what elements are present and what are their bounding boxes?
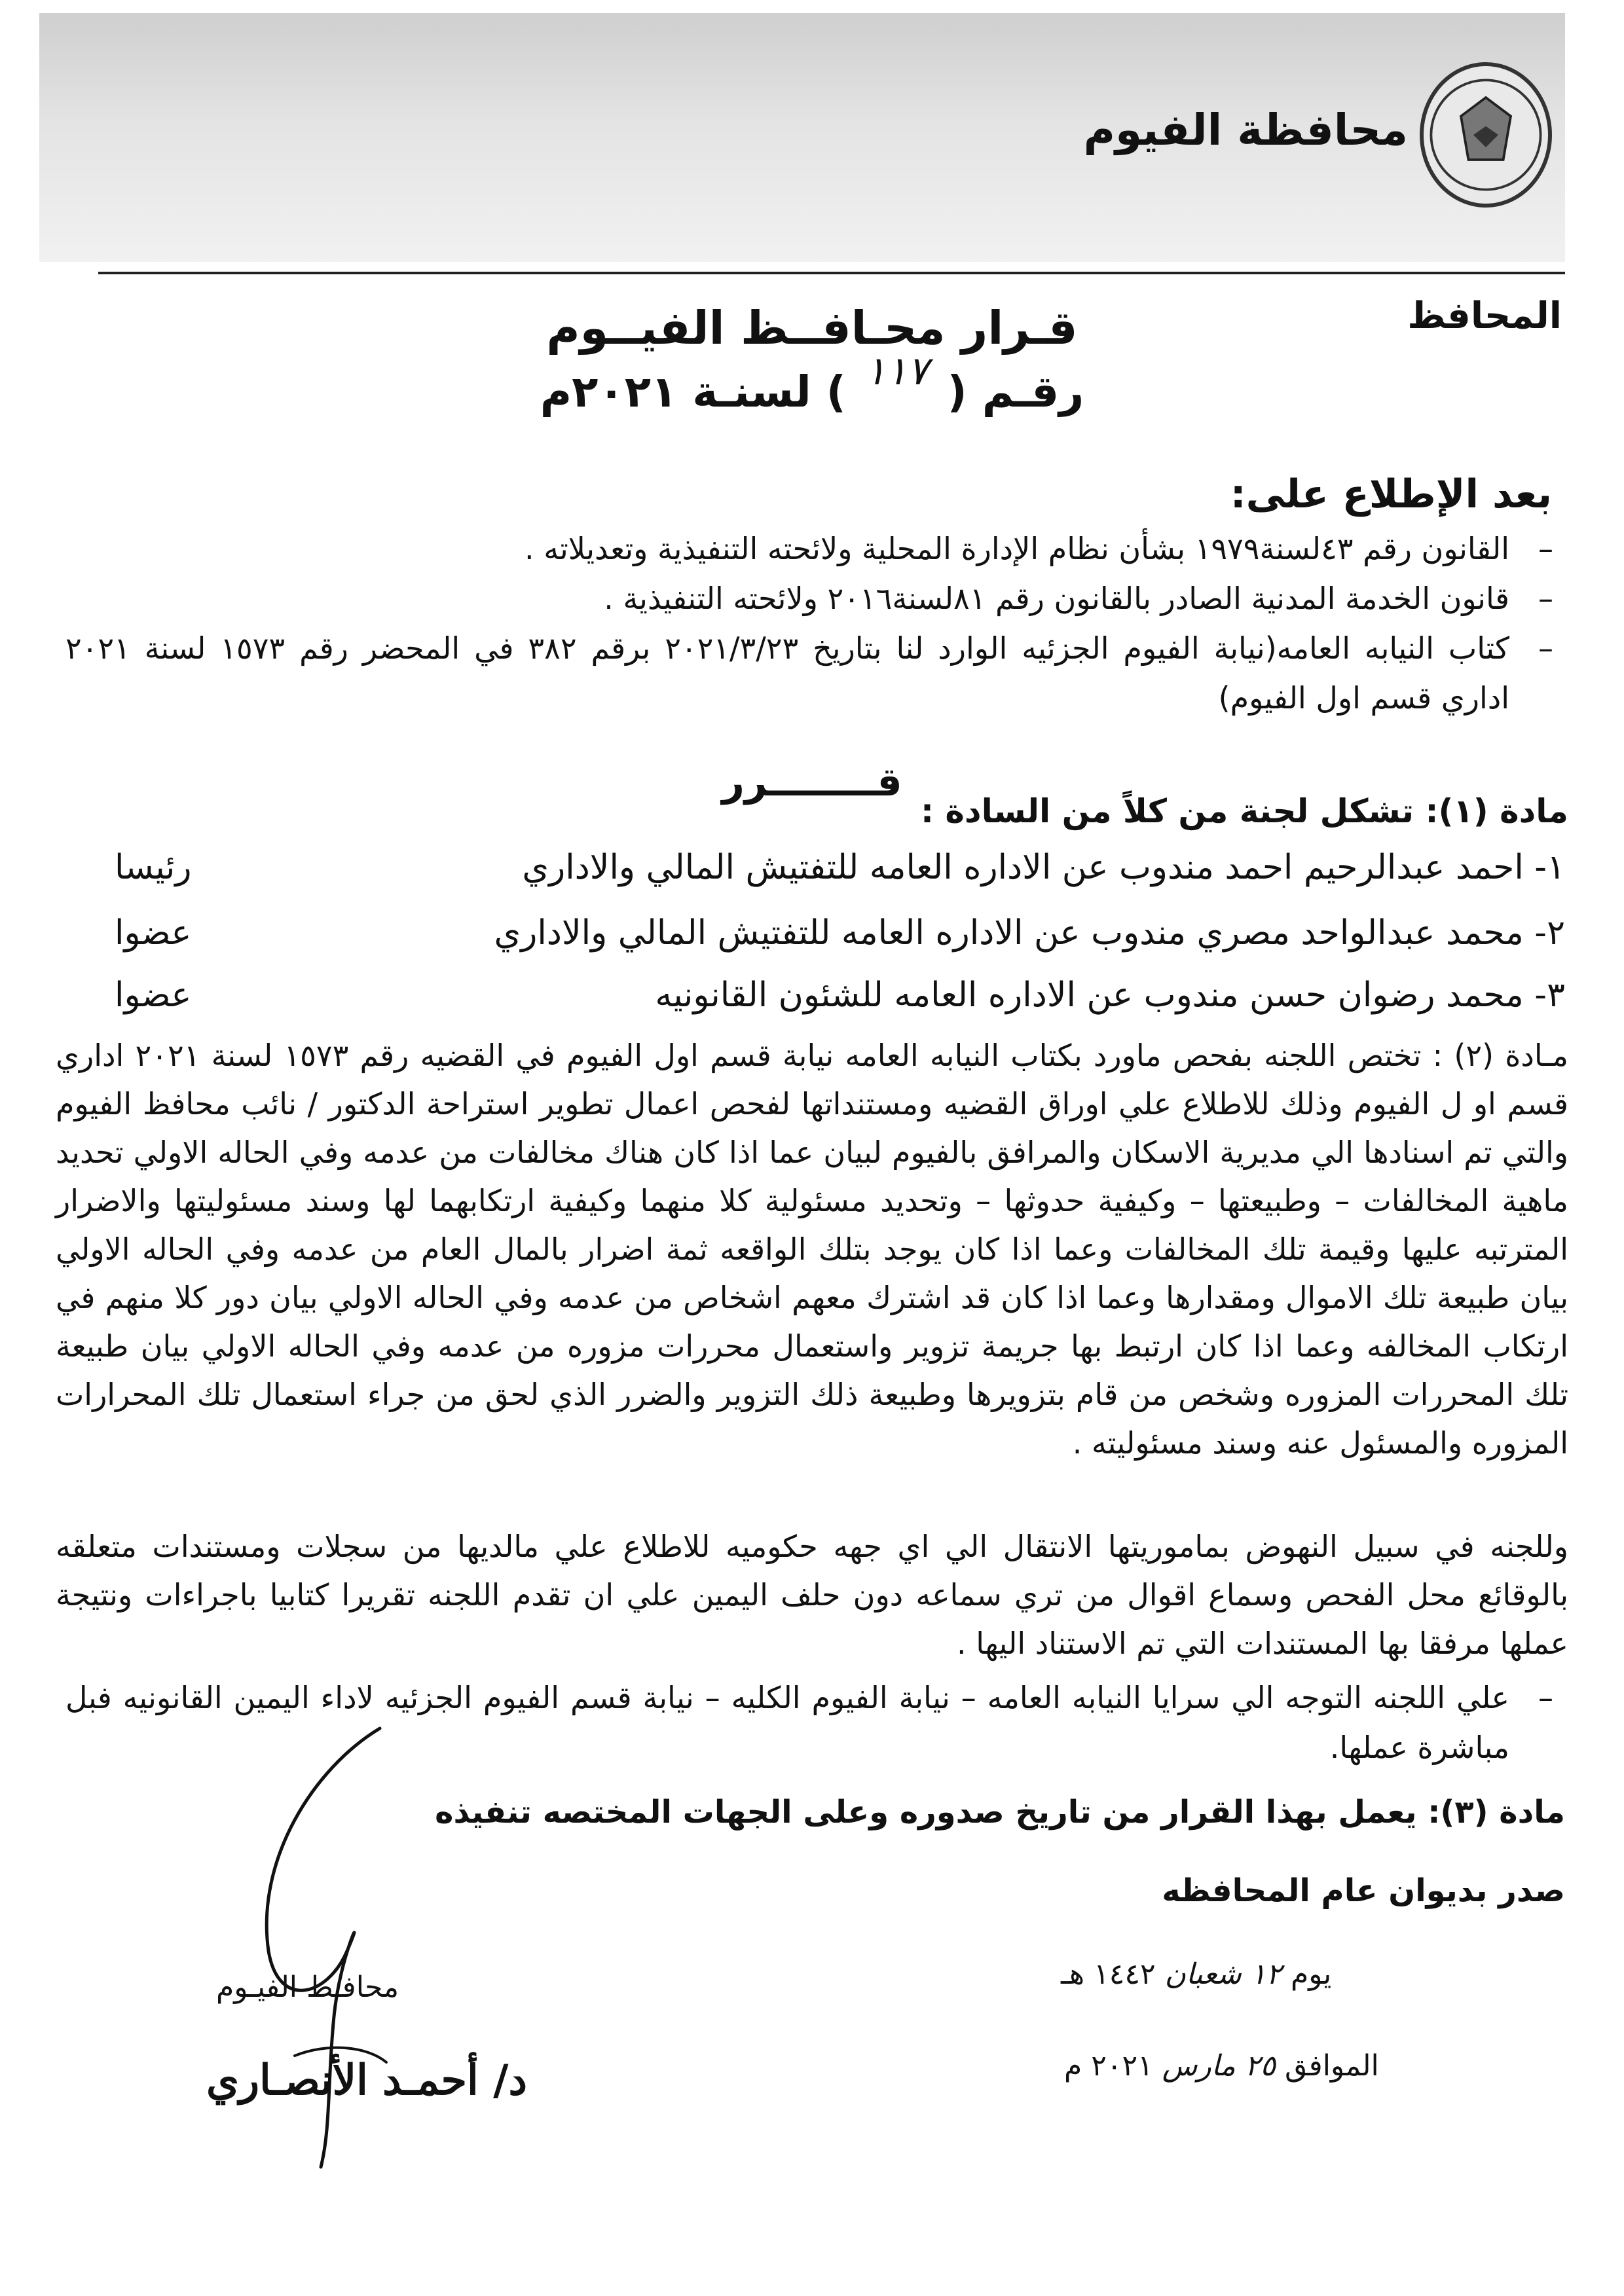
member-role: رئيسا — [115, 848, 192, 887]
decree-number: ١١٧ — [864, 348, 929, 394]
article-1-heading: مادة (١): تشكل لجنة من كلاً من السادة : — [921, 792, 1568, 830]
hijri-date — [1061, 1958, 1331, 1991]
signatory-title: محافـظ الفيـوم — [216, 1971, 399, 2004]
greg-day: ٢٥ — [1244, 2049, 1276, 2083]
hijri-month: شعبان — [1164, 1958, 1242, 1991]
governorate-name: محافظة الفيوم — [1083, 105, 1408, 155]
member-role: عضوا — [115, 913, 192, 953]
decree-number-prefix: رقـم ( — [947, 367, 1084, 417]
greg-label: الموافق — [1284, 2049, 1379, 2083]
header-divider — [98, 272, 1565, 274]
decree-number-suffix: ) لسنـة ٢٠٢١م — [540, 367, 846, 417]
preamble-item: – قانون الخدمة المدنية الصادر بالقانون رقم ٨١لسنة٢٠١٦ ولائحته التنفيذية . — [65, 574, 1565, 623]
committee-member — [59, 913, 1565, 975]
committee-member — [59, 848, 1565, 910]
hijri-day: ١٢ — [1250, 1958, 1282, 1991]
member-role: عضوا — [115, 975, 192, 1015]
member-name: ٢- محمد عبدالواحد مصري مندوب عن الاداره العامه للتفتيش المالي والاداري — [494, 913, 1565, 953]
preamble-item: – كتاب النيابه العامه(نيابة الفيوم الجزئيه الوارد لنا بتاريخ ٢٠٢١/٣/٢٣ برقم ٣٨٢ في المحضر رقم ١٥٧٣ لسنة ٢٠٢١ اداري قسم اول الفيوم) — [65, 623, 1565, 723]
signatory-name: د/ أحمـد الأنصـاري — [206, 2056, 527, 2105]
handwritten-signature-icon — [216, 1715, 465, 2174]
committee-member — [59, 975, 1565, 1038]
governorate-seal-icon — [1420, 62, 1552, 208]
governor-label: المحافظ — [1407, 295, 1562, 337]
article-2-text: مـادة (٢) : تختص اللجنه بفحص ماورد بكتاب النيابه العامه نيابة قسم اول الفيوم في القضيه رقم ١٥٧٣ لسنة ٢٠٢١ اداري قسم او ل الفيوم وذلك للاطلاع علي اوراق القضيه ومستنداتها لفحص اعمال تطوير استراحة الدكتور / نائب محافظ الفيوم والتي تم اسنادها الي مديرية الاسكان والمرافق بالفيوم لبيان عما اذا كان هناك مخالفات من عدمه وفي الحاله الاولي تحديد ماهية المخالفات – وطبيعتها – وكيفية حدوثها – وتحديد مسئولية كلا منهما وكيفية ارتكابهما لها وسند مسئوليتها والاضرار المترتبه عليها وقيمة تلك المخالفات وعما اذا كان يوجد بتلك الواقعه ثمة اضرار بالمال العام من عدمه وفي الحاله الاولي بيان طبيعة تلك الاموال ومقدارها وعما اذا كان قد اشترك معهم اشخاص من عدمه وفي الحاله الاولي بيان دور كلا منهم في ارتكاب المخالفه وعما اذا كان ارتبط بها جريمة تزوير واستعمال محررات مزوره من عدمه وفي الحاله الاولي بيان طبيعة تلك المحررات المزوره وشخص من قام بتزويرها وطبيعة ذلك التزوير والضرر الذي لحق من جراء استعمال تلك المحرارات المزوره والمسئول عنه وسند مسئوليته . — [56, 1038, 1568, 1461]
member-name: ٣- محمد رضوان حسن مندوب عن الاداره العامه للشئون القانونيه — [655, 975, 1565, 1015]
article-2-paragraph: وللجنه في سبيل النهوض بماموريتها الانتقال الي اي جهه حكوميه للاطلاع علي مالديها من سجلات ومستندات متعلقه بالوقائع محل الفحص وسماع اقوال من تري سماعه دون حلف اليمين علي ان تقدم اللجنه تقريرا كتابيا باجراءات ونتيجة عملها مرفقا بها المستندات التي تم الاستناد اليها . — [56, 1529, 1568, 1661]
article-2-bullet: – علي اللجنه التوجه الي سرايا النيابه العامه – نيابة الفيوم الكليه – نيابة قسم الفيوم الجزئيه لاداء اليمين القانونيه فبل مباشرة عملها. — [65, 1673, 1565, 1772]
article-3-text: مادة (٣): يعمل بهذا القرار من تاريخ صدوره وعلى الجهات المختصه تنفيذه — [435, 1794, 1565, 1831]
decree-number-line — [0, 348, 1624, 417]
greg-month: مارس — [1162, 2049, 1236, 2083]
greg-year: ٢٠٢١ م — [1064, 2049, 1153, 2083]
article-2-bullets — [65, 1673, 1565, 1772]
preamble-heading: بعد الإطلاع على: — [1230, 471, 1552, 517]
hijri-year: ١٤٤٢ هـ — [1061, 1958, 1156, 1991]
member-name: ١- احمد عبدالرحيم احمد مندوب عن الاداره العامه للتفتيش المالي والاداري — [522, 848, 1565, 887]
gregorian-date — [1064, 2049, 1379, 2083]
decree-title: قـرار محـافــظ الفيــوم — [546, 301, 1078, 355]
issued-statement: صدر بديوان عام المحافظه — [1162, 1872, 1565, 1909]
preamble-item: – القانون رقم ٤٣لسنة١٩٧٩ بشأن نظام الإدارة المحلية ولائحته التنفيذية وتعديلاته . — [65, 524, 1565, 574]
hijri-label: يوم — [1290, 1958, 1332, 1991]
preamble-list — [65, 524, 1565, 723]
decided-label: قــــــــرر — [722, 759, 902, 805]
